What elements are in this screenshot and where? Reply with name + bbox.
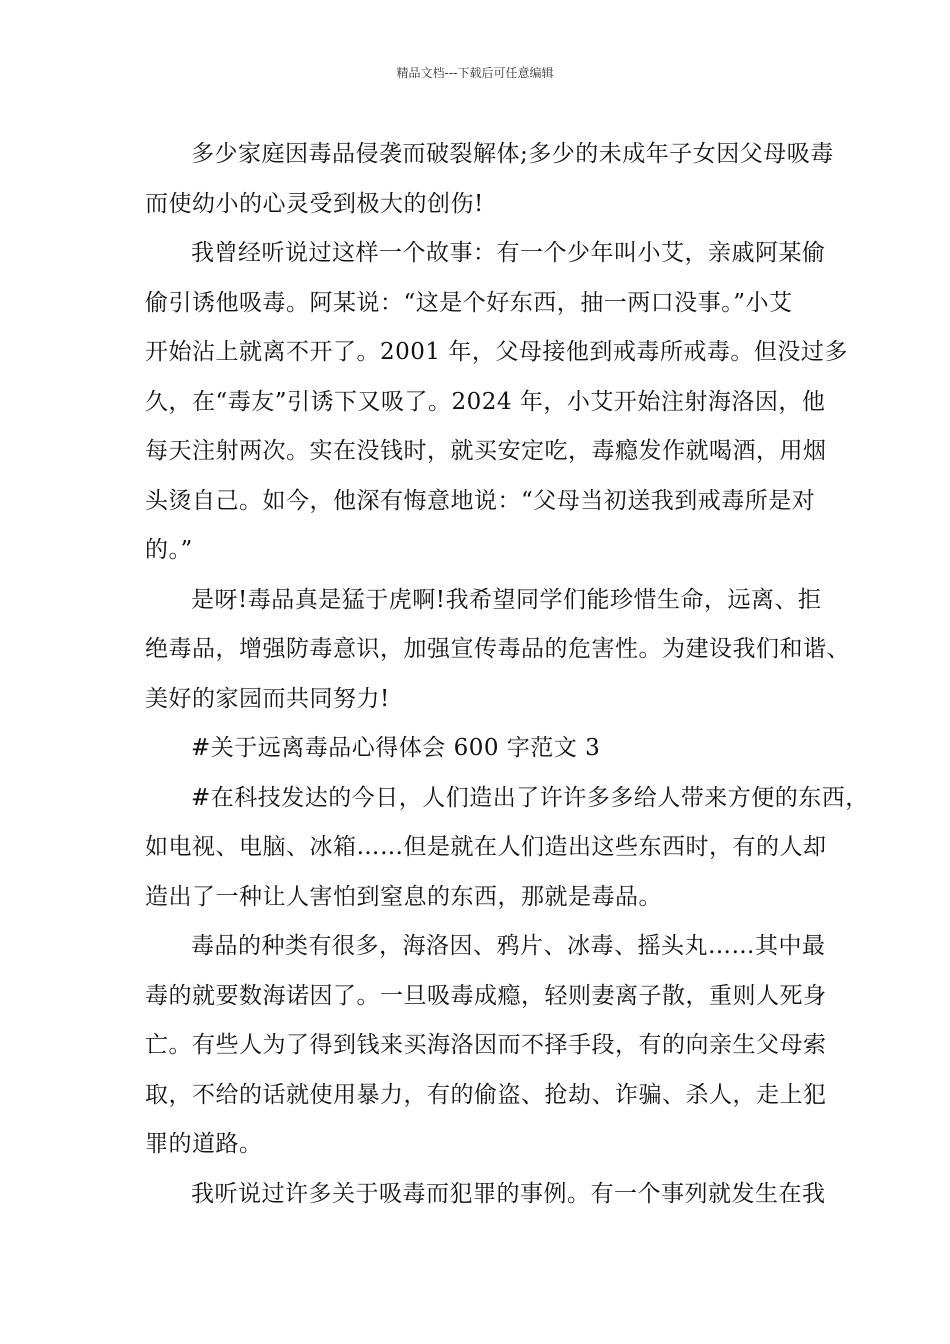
text-line: 取，不给的话就使用暴力，有的偷盗、抢劫、诈骗、杀人，走上犯 [145,1081,827,1108]
text-line: 造出了一种让人害怕到窒息的东西，那就是毒品。 [145,883,662,910]
text-line: 亡。有些人为了得到钱来买海洛因而不择手段，有的向亲生父母索 [145,1032,827,1058]
page-header: 精品文档---下载后可任意编辑 [396,66,554,80]
text-line: 美好的家园而共同努力! [145,685,390,712]
text-line: #在科技发达的今日，人们造出了许许多多给人带来方便的东西， [191,784,869,811]
text-line: 绝毒品，增强防毒意识，加强宣传毒品的危害性。为建设我们和谐、 [145,636,850,662]
text-line: 多少家庭因毒品侵袭而破裂解体;多少的未成年子女因父母吸毒 [191,141,834,167]
text-line: 我听说过许多关于吸毒而犯罪的事例。有一个事列就发生在我 [191,1180,826,1207]
text-line: 久，在“毒友”引诱下又吸了。2024 年，小艾开始注射海洛因，他 [145,388,826,415]
text-line: 开始沾上就离不开了。2001 年，父母接他到戒毒所戒毒。但没过多 [145,339,848,365]
text-line: 我曾经听说过这样一个故事：有一个少年叫小艾，亲戚阿某偷 [191,240,826,266]
text-line: 如电视、电脑、冰箱……但是就在人们造出这些东西时，有的人却 [145,834,827,860]
text-line: 的。” [145,537,193,563]
text-line: 而使幼小的心灵受到极大的创伤! [145,190,484,217]
document-body [145,130,869,1219]
text-line: 偷引诱他吸毒。阿某说：“这是个好东西，抽一两口没事。”小艾 [145,289,793,316]
section-heading: #关于远离毒品心得体会 600 字范文 3 [191,735,601,761]
text-line: 毒品的种类有很多，海洛因、鸦片、冰毒、摇头丸……其中最 [191,933,826,959]
text-line: 毒的就要数海诺因了。一旦吸毒成瘾，轻则妻离子散，重则人死身 [145,982,827,1009]
text-line: 头烫自己。如今，他深有悔意地说：“父母当初送我到戒毒所是对 [145,487,816,514]
text-line: 是呀!毒品真是猛于虎啊!我希望同学们能珍惜生命，远离、拒 [191,586,822,613]
text-line: 罪的道路。 [145,1131,263,1157]
text-line: 每天注射两次。实在没钱时，就买安定吃，毒瘾发作就喝酒，用烟 [145,438,827,464]
